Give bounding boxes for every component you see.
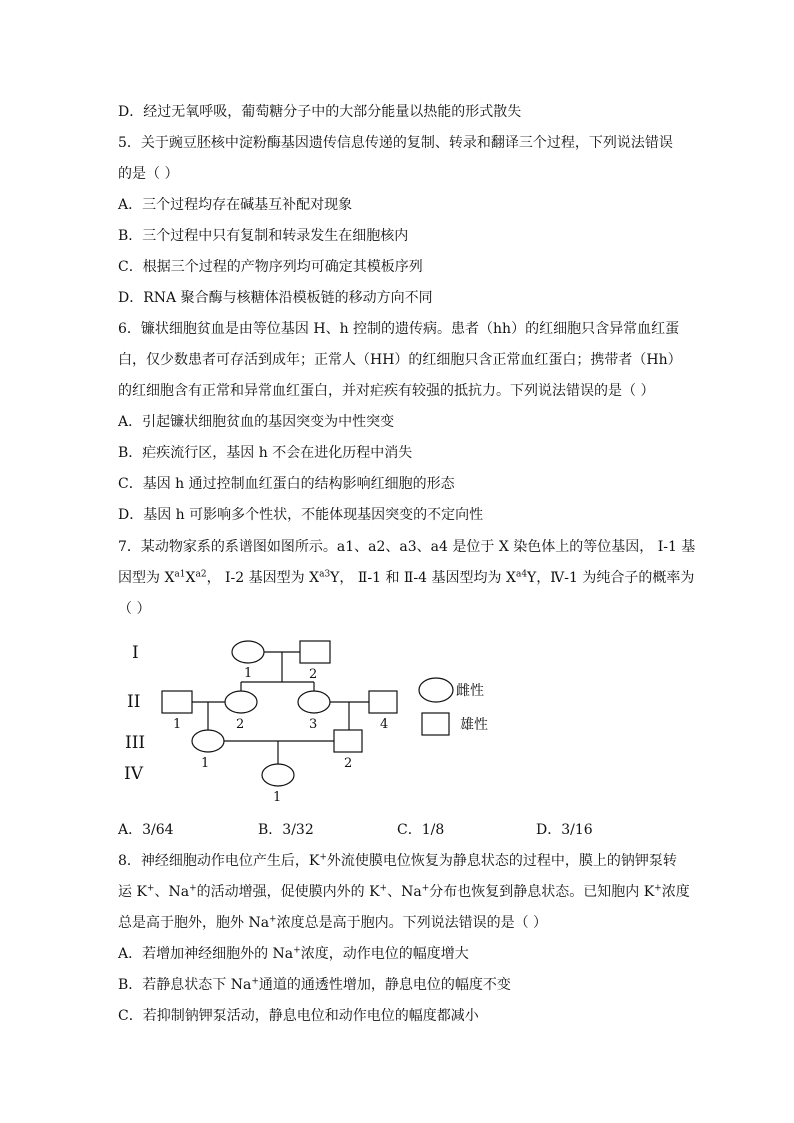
- pedigree-number-III-1: 1: [201, 756, 210, 771]
- pedigree-number-II-3: 3: [309, 717, 318, 732]
- generation-label-IV: IV: [124, 764, 143, 784]
- q6-stem-line3: 的红细胞含有正常和异常血红蛋白，并对疟疾有较强的抵抗力。下列说法错误的是（ ）: [118, 383, 655, 399]
- pedigree-number-I-2: 2: [309, 667, 318, 682]
- q8-stem-line3: 总是高于胞外，胞外 Na+浓度总是高于胞内。下列说法错误的是（ ）: [118, 914, 548, 931]
- legend-female-symbol: [419, 678, 453, 702]
- q6-option-d: D．基因 h 可影响多个性状，不能体现基因突变的不定向性: [118, 507, 484, 523]
- pedigree-III-2-male: [334, 730, 362, 752]
- legend-male-symbol: [422, 713, 449, 735]
- pedigree-II-1-male: [162, 691, 192, 713]
- q7-stem-line3: （ ）: [118, 601, 151, 617]
- q4-option-d: D．经过无氧呼吸，葡萄糖分子中的大部分能量以热能的形式散失: [118, 104, 522, 120]
- q6-option-a: A．引起镰状细胞贫血的基因突变为中性突变: [118, 414, 395, 430]
- q7-option-b: B．3/32: [258, 822, 314, 838]
- q6-stem-line1: 6．镰状细胞贫血是由等位基因 H、h 控制的遗传病。患者（hh）的红细胞只含异常血红蛋: [118, 321, 680, 337]
- q7-stem-line1: 7．某动物家系的系谱图如图所示。a1、a2、a3、a4 是位于 X 染色体上的等位基因， Ⅰ-1 基: [118, 539, 696, 555]
- q6-option-c: C．基因 h 通过控制血红蛋白的结构影响红细胞的形态: [118, 476, 455, 492]
- pedigree-number-II-1: 1: [173, 717, 182, 732]
- q6-stem-line2: 白，仅少数患者可存活到成年；正常人（HH）的红细胞只含正常血红蛋白；携带者（Hh）: [118, 352, 682, 368]
- q7-stem-line2: 因型为 $X^{a1}X^{a2}$， Ⅰ-2 基因型为 $X^{a3}Y$， Ⅱ-1 和 Ⅱ-4 基因型均为 $X^{a4}Y$，Ⅳ-1 为纯合子的概率为: [118, 569, 695, 586]
- pedigree-number-I-1: 1: [244, 666, 253, 681]
- q7-option-c: C．1/8: [397, 822, 445, 838]
- pedigree-II-2-female: [225, 691, 257, 713]
- q7-option-a: A．3/64: [118, 822, 174, 838]
- pedigree-I-2-male: [300, 641, 330, 663]
- pedigree-number-II-2: 2: [236, 717, 245, 732]
- q5-option-b: B．三个过程中只有复制和转录发生在细胞核内: [118, 228, 409, 244]
- pedigree-II-3-female: [298, 691, 330, 713]
- legend-male-label: 雄性: [460, 717, 488, 733]
- q8-stem-line1: 8．神经细胞动作电位产生后，K+外流使膜电位恢复为静息状态的过程中，膜上的钠钾泵转: [118, 852, 677, 869]
- q8-option-a: A．若增加神经细胞外的 Na+浓度，动作电位的幅度增大: [118, 945, 469, 962]
- pedigree-III-1-female: [192, 730, 224, 752]
- q5-option-a: A．三个过程均存在碱基互补配对现象: [118, 197, 353, 213]
- pedigree-II-4-male: [369, 691, 397, 713]
- q5-option-c: C．根据三个过程的产物序列均可确定其模板序列: [118, 259, 423, 275]
- q5-option-d: D．RNA 聚合酶与核糖体沿模板链的移动方向不同: [118, 290, 433, 306]
- pedigree-IV-1-female: [262, 764, 294, 786]
- q6-option-b: B．疟疾流行区，基因 h 不会在进化历程中消失: [118, 445, 413, 461]
- pedigree-I-1-female: [232, 641, 264, 663]
- q8-option-b: B．若静息状态下 Na+通道的通透性增加，静息电位的幅度不变: [118, 976, 511, 993]
- q8-option-c: C．若抑制钠钾泵活动，静息电位和动作电位的幅度都减小: [118, 1008, 479, 1024]
- pedigree-number-III-2: 2: [344, 756, 353, 771]
- generation-label-III: III: [125, 733, 146, 753]
- generation-label-I: I: [132, 643, 139, 663]
- q5-stem-line2: 的是（ ）: [118, 166, 179, 182]
- q7-option-d: D．3/16: [536, 822, 593, 838]
- legend-female-label: 雌性: [456, 683, 484, 699]
- pedigree-number-IV-1: 1: [273, 790, 282, 805]
- q5-stem-line1: 5．关于豌豆胚核中淀粉酶基因遗传信息传递的复制、转录和翻译三个过程，下列说法错误: [118, 135, 673, 151]
- generation-label-II: II: [127, 692, 141, 712]
- q8-stem-line2: 运 K+、Na+的活动增强，促使膜内外的 K+、Na+分布也恢复到静息状态。已知胞内 K+浓度: [118, 883, 690, 900]
- pedigree-number-II-4: 4: [380, 717, 389, 732]
